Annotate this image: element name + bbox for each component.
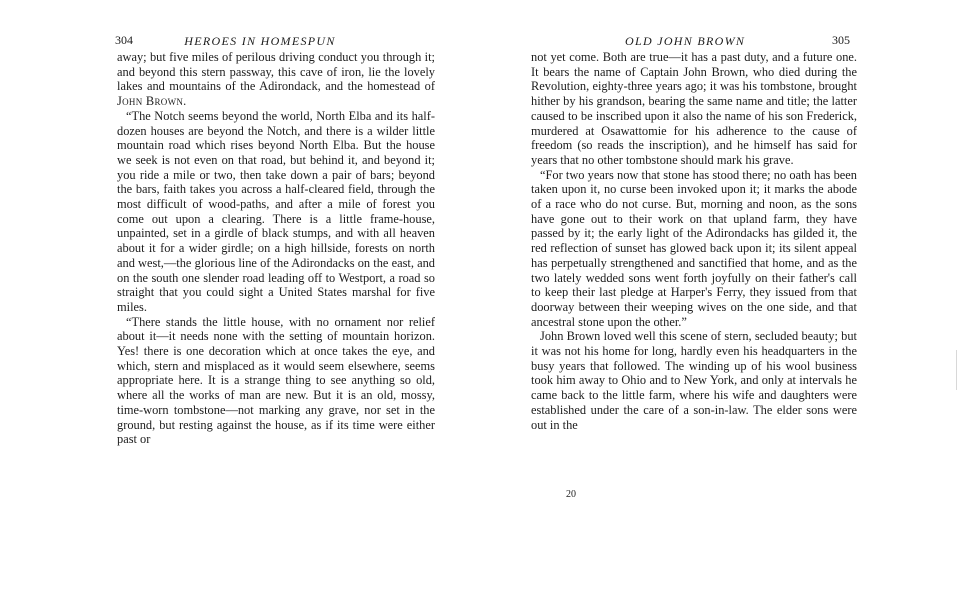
margin-speck	[956, 350, 957, 390]
right-page	[490, 0, 980, 608]
right-text-block	[531, 50, 857, 432]
right-paragraph-2: “For two years now that stone has stood there; no oath has been taken upon it, no curse been invoked upon it; it marks the abode of a race who do not curse. But, morning and noon, as the sons have gone out to their work on that upland farm, they have passed by it; the early light of the Adirondacks has gilded it, the red reflection of sunset has glowed back upon it; its silent appeal has perpetually strengthened and sanctified that home, and as the two lately wedded sons went forth joyfully on their father's call to keep their last pledge at Harper's Ferry, they issued from that doorway between their weeping wives on the one side, and that ancestral stone upon the other.”	[531, 167, 857, 329]
left-paragraph-3: “There stands the little house, with no ornament nor relief about it—it needs none with the setting of mountain horizon. Yes! there is one decoration which at once takes the eye, and which, stern and misplaced as it would seem elsewhere, seems appropriate here. It is a strange thing to see anything so old, where all the works of man are new. But it is an old, mossy, time-worn tombstone—not marking any grave, nor set in the ground, but resting against the house, as if its time were either past or	[117, 314, 435, 447]
right-page-number: 305	[832, 33, 850, 47]
right-paragraph-3: John Brown loved well this scene of stern, secluded beauty; but it was not his home for long, hardly even his headquarters in the busy years that followed. The winding up of his wool business took him away to Ohio and to New York, and only at intervals he came back to the little farm, where his wife and daughters were established under the care of a son-in-law. The elder sons were out in the	[531, 329, 857, 432]
signature-mark: 20	[566, 489, 576, 500]
left-page-number: 304	[115, 33, 133, 47]
right-paragraph-1: not yet come. Both are true—it has a past duty, and a future one. It bears the name of Captain John Brown, who died during the Revolution, eighty-three years ago; it was his tombstone, brought hither by his grandson, bearing the same name and title; the latter caused to be inscribed upon it also the name of his son Frederick, murdered at Osawattomie for his adherence to the cause of freedom (so reads the inscription), and he himself has said for years that no other tombstone should mark his grave.	[531, 50, 857, 167]
left-paragraph-1-text: away; but five miles of perilous driving conduct you through it; and beyond this stern passway, this cave of iron, lie the lovely lakes and mountains of the Adirondack, and the homestead of	[117, 50, 435, 94]
left-paragraph-2: “The Notch seems beyond the world, North Elba and its half-dozen houses are beyond the Notch, and there is a wilder little mountain road which rises beyond North Elba. But the house we seek is not even on that road, but behind it, and beyond it; you ride a mile or two, then take down a pair of bars; beyond the bars, faith takes you across a half-cleared field, through the most difficult of wood-paths, and after a mile of forest you come out upon a clearing. There is a little frame-house, unpainted, set in a girdle of black stumps, and with all heaven about it for a wider girdle; on a high hillside, forests on north and west,—the glorious line of the Adirondacks on the east, and on the south one slender road leading off to Westport, a road so straight that you could sight a United States marshal for five miles.	[117, 108, 435, 314]
left-text-block	[117, 50, 435, 447]
left-paragraph-1	[117, 50, 435, 109]
left-running-head: HEROES IN HOMESPUN	[184, 34, 336, 48]
right-running-head: OLD JOHN BROWN	[625, 34, 746, 48]
john-brown-name: John Brown.	[117, 94, 187, 109]
